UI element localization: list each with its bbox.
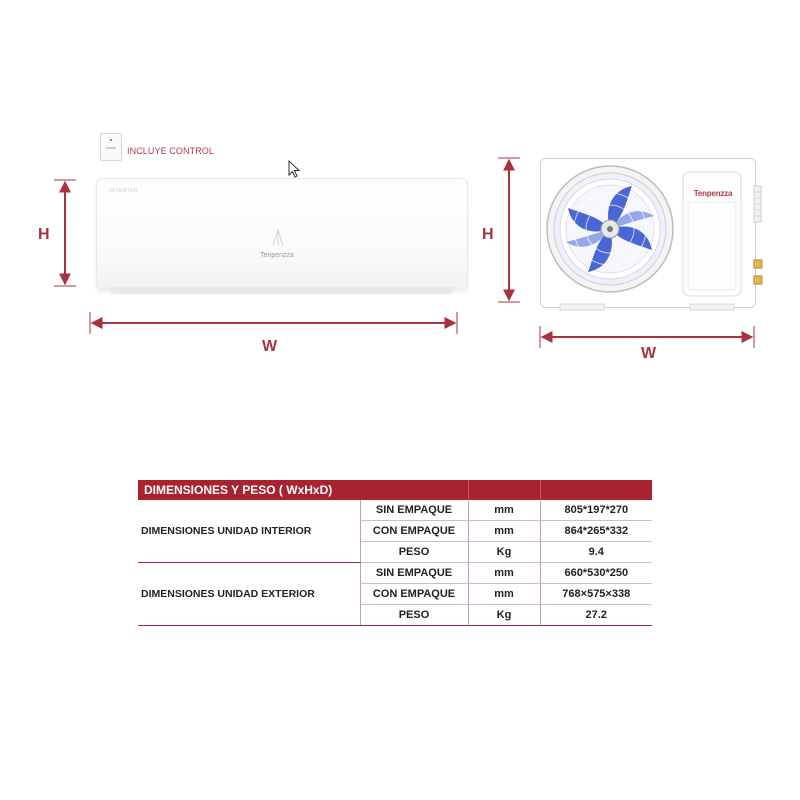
value-cell: 27.2 [540, 605, 652, 626]
outdoor-height-label: H [482, 226, 494, 243]
value-cell: 660*530*250 [540, 563, 652, 584]
indoor-unit-louver [110, 287, 454, 294]
indoor-width-arrow [90, 312, 457, 334]
indoor-logo-icon [270, 226, 286, 250]
dimensions-weight-table [138, 480, 652, 626]
value-cell: 9.4 [540, 542, 652, 563]
table-row [138, 563, 652, 584]
unit-cell: Kg [468, 605, 540, 626]
attr-cell: SIN EMPAQUE [360, 563, 468, 584]
unit-cell: mm [468, 563, 540, 584]
unit-cell: mm [468, 521, 540, 542]
indoor-inverter-text: INVERTER [109, 188, 139, 194]
indoor-width-label: W [262, 338, 278, 355]
outdoor-unit-details [540, 158, 770, 318]
table-row [138, 500, 652, 521]
indoor-height-arrow [54, 180, 76, 286]
table-title: DIMENSIONES Y PESO ( WxHxD) [138, 480, 468, 500]
unit-cell: mm [468, 584, 540, 605]
attr-cell: SIN EMPAQUE [360, 500, 468, 521]
unit-cell: mm [468, 500, 540, 521]
attr-cell: PESO [360, 605, 468, 626]
value-cell: 768×575×338 [540, 584, 652, 605]
attr-cell: CON EMPAQUE [360, 584, 468, 605]
fan-icon [547, 166, 673, 292]
includes-remote-label: INCLUYE CONTROL [127, 146, 215, 156]
attr-cell: CON EMPAQUE [360, 521, 468, 542]
valve-icon [754, 260, 762, 284]
indoor-height-label: H [38, 226, 50, 243]
value-cell: 805*197*270 [540, 500, 652, 521]
value-cell: 864*265*332 [540, 521, 652, 542]
outdoor-height-arrow [498, 158, 520, 302]
mouse-cursor-icon [289, 161, 299, 177]
outdoor-width-label: W [641, 345, 657, 362]
outdoor-brand-label: Tenpenzza [693, 189, 733, 198]
attr-cell: PESO [360, 542, 468, 563]
indoor-brand-label: Tenpenzza [260, 252, 294, 259]
unit-cell: Kg [468, 542, 540, 563]
group-label-outdoor: DIMENSIONES UNIDAD EXTERIOR [138, 563, 360, 626]
group-label-indoor: DIMENSIONES UNIDAD INTERIOR [138, 500, 360, 563]
table-header-row [138, 480, 652, 500]
